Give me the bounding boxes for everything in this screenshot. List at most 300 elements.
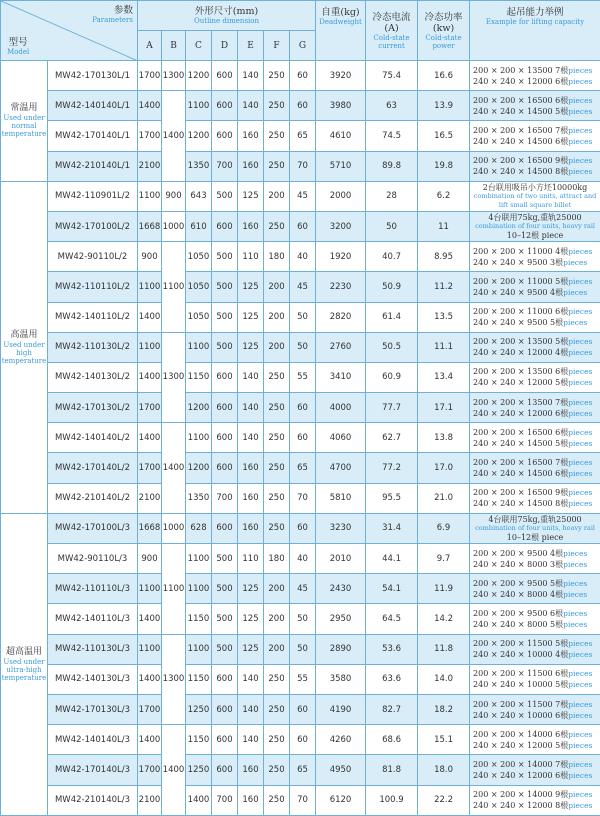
- dim-c-cell: 1200: [186, 61, 212, 91]
- pieces-label: pieces: [568, 669, 593, 679]
- example-text: 240 × 240 × 12000 4根: [473, 348, 569, 358]
- pieces-label: pieces: [568, 136, 593, 146]
- dim-d-cell: 600: [212, 453, 238, 483]
- power-cell: 11: [418, 211, 470, 241]
- example-text: 200 × 200 × 11000 4根: [473, 246, 569, 256]
- current-label-zh: 冷态电流: [372, 11, 411, 23]
- current-cell: 44.1: [366, 544, 418, 574]
- current-cell: 62.7: [366, 423, 418, 453]
- dim-g-cell: 50: [290, 332, 316, 362]
- table-row: [1, 544, 600, 574]
- example-line: [473, 95, 600, 106]
- col-g-header: G: [290, 31, 316, 61]
- lifting-example-cell: [470, 332, 600, 362]
- example-text: 200 × 200 × 16500 6根: [473, 95, 569, 105]
- group-label: [1, 513, 48, 815]
- dim-d-cell: 500: [212, 181, 238, 211]
- dim-d-cell: 500: [212, 634, 238, 664]
- pieces-label: pieces: [568, 408, 593, 418]
- dim-f-cell: 200: [264, 634, 290, 664]
- dim-d-cell: 600: [212, 91, 238, 121]
- dim-a-cell: 1400: [138, 91, 162, 121]
- power-header: [418, 1, 470, 61]
- dim-e-cell: 125: [238, 181, 264, 211]
- dim-d-cell: 700: [212, 151, 238, 181]
- note-en: combination of four units, heavy rail: [475, 523, 595, 532]
- group-label-en: Used under high temperature: [1, 340, 47, 365]
- model-cell: MW42-140140L/1: [48, 91, 138, 121]
- deadweight-cell: 4610: [316, 121, 366, 151]
- dim-a-cell: 1400: [138, 725, 162, 755]
- example-text: 240 × 240 × 14500 5根: [473, 438, 569, 448]
- pieces-label: pieces: [563, 287, 588, 297]
- example-line: [473, 729, 600, 740]
- dim-e-cell: 125: [238, 574, 264, 604]
- example-text: 200 × 200 × 13500 7根: [473, 65, 569, 75]
- dim-d-cell: 500: [212, 272, 238, 302]
- current-cell: 82.7: [366, 694, 418, 724]
- dim-d-cell: 500: [212, 332, 238, 362]
- example-text: 200 × 200 × 16500 9根: [473, 488, 569, 498]
- example-text: 240 × 240 × 8000 5根: [473, 619, 564, 629]
- current-cell: 81.8: [366, 755, 418, 785]
- current-cell: 75.4: [366, 61, 418, 91]
- lifting-example-cell: [470, 483, 600, 513]
- example-text: 240 × 240 × 10000 6根: [473, 710, 569, 720]
- dim-e-cell: 140: [238, 91, 264, 121]
- dim-g-cell: 55: [290, 664, 316, 694]
- example-text: 200 × 200 × 13500 7根: [473, 397, 569, 407]
- col-c-header: C: [186, 31, 212, 61]
- example-text: 200 × 200 × 9500 6根: [473, 608, 564, 618]
- table-row: [1, 151, 600, 181]
- table-row: [1, 634, 600, 664]
- example-line: [473, 498, 600, 509]
- power-cell: 16.5: [418, 121, 470, 151]
- group-label-en: Used under normal temperature: [1, 114, 47, 139]
- dim-g-cell: 55: [290, 362, 316, 392]
- dim-c-cell: 1250: [186, 694, 212, 724]
- lifting-example-cell: [470, 121, 600, 151]
- note-en: combination of four units, heavy rail: [475, 222, 595, 231]
- power-cell: 15.1: [418, 725, 470, 755]
- dim-g-cell: 40: [290, 242, 316, 272]
- dim-e-cell: 110: [238, 544, 264, 574]
- current-cell: 61.4: [366, 302, 418, 332]
- dim-f-cell: 250: [264, 664, 290, 694]
- example-text: 200 × 200 × 9500 5根: [473, 578, 564, 588]
- power-cell: 18.2: [418, 694, 470, 724]
- model-cell: MW42-210140L/3: [48, 785, 138, 815]
- lifting-example-cell: [470, 423, 600, 453]
- dim-d-cell: 600: [212, 121, 238, 151]
- group-label-zh: 超高温用: [5, 646, 42, 657]
- example-line: [473, 246, 600, 257]
- pieces-label: pieces: [568, 65, 593, 75]
- dim-f-cell: 180: [264, 242, 290, 272]
- dim-a-cell: 1400: [138, 664, 162, 694]
- lifting-example-cell: [470, 664, 600, 694]
- model-cell: MW42-140140L/2: [48, 423, 138, 453]
- table-row: [1, 393, 600, 423]
- dim-e-cell: 140: [238, 423, 264, 453]
- dim-e-cell: 140: [238, 61, 264, 91]
- dim-c-cell: 1050: [186, 302, 212, 332]
- dim-c-cell: 1100: [186, 332, 212, 362]
- note-en: combination of two units, attract and lift small square billet: [473, 191, 597, 209]
- dim-c-cell: 1050: [186, 242, 212, 272]
- deadweight-cell: 2010: [316, 544, 366, 574]
- dim-b-cell: 1300: [162, 61, 186, 91]
- example-line: [473, 638, 600, 649]
- model-cell: MW42-140110L/3: [48, 604, 138, 634]
- lifting-note-cell: [470, 513, 600, 543]
- dim-g-cell: 65: [290, 121, 316, 151]
- dim-d-cell: 500: [212, 242, 238, 272]
- power-cell: 11.9: [418, 574, 470, 604]
- dim-a-cell: 1100: [138, 272, 162, 302]
- dim-c-cell: 628: [186, 513, 212, 543]
- pieces-label: pieces: [568, 469, 593, 479]
- dim-f-cell: 250: [264, 91, 290, 121]
- lifting-example-cell: [470, 453, 600, 483]
- dim-g-cell: 70: [290, 483, 316, 513]
- outline-label-en: Outline dimension: [194, 17, 259, 25]
- pieces-label: pieces: [568, 167, 593, 177]
- current-cell: 77.2: [366, 453, 418, 483]
- dim-f-cell: 250: [264, 211, 290, 241]
- pieces-label: pieces: [568, 770, 593, 780]
- example-text: 240 × 240 × 14500 8根: [473, 499, 569, 509]
- example-text: 200 × 200 × 11000 6根: [473, 307, 569, 317]
- pieces-label: pieces: [568, 156, 593, 166]
- dim-a-cell: 2100: [138, 785, 162, 815]
- table-row: [1, 211, 600, 241]
- dim-g-cell: 60: [290, 725, 316, 755]
- current-cell: 31.4: [366, 513, 418, 543]
- power-cell: 9.7: [418, 544, 470, 574]
- col-b-header: B: [162, 31, 186, 61]
- group-label-en: Used under ultra-high temperature: [1, 657, 47, 682]
- example-line: [473, 740, 600, 751]
- lifting-example-cell: [470, 151, 600, 181]
- dim-g-cell: 45: [290, 272, 316, 302]
- deadweight-cell: 2820: [316, 302, 366, 332]
- lifting-note-cell: [470, 211, 600, 241]
- example-text: 200 × 200 × 9500 4根: [473, 548, 564, 558]
- pieces-label: pieces: [568, 650, 593, 660]
- dim-b-cell: 1000: [162, 211, 186, 241]
- header-corner: [1, 1, 138, 61]
- deadweight-cell: 1920: [316, 242, 366, 272]
- dim-e-cell: 160: [238, 211, 264, 241]
- example-text: 240 × 240 × 12000 5根: [473, 740, 569, 750]
- dim-f-cell: 250: [264, 453, 290, 483]
- example-text: 240 × 240 × 8000 4根: [473, 589, 564, 599]
- example-line: [473, 136, 600, 147]
- example-line: [473, 759, 600, 770]
- dim-d-cell: 600: [212, 513, 238, 543]
- power-label-en: Cold-state power: [425, 33, 462, 50]
- pieces-label: pieces: [568, 801, 593, 811]
- dim-e-cell: 125: [238, 332, 264, 362]
- dim-d-cell: 500: [212, 302, 238, 332]
- lifting-example-cell: [470, 694, 600, 724]
- example-text: 240 × 240 × 14500 6根: [473, 136, 569, 146]
- deadweight-cell: 3980: [316, 91, 366, 121]
- col-f-header: F: [264, 31, 290, 61]
- example-line: [473, 257, 600, 268]
- deadweight-label-en: Deadweight: [319, 18, 362, 26]
- table-row: [1, 453, 600, 483]
- dim-g-cell: 65: [290, 453, 316, 483]
- example-text: 200 × 200 × 11000 5根: [473, 276, 569, 286]
- power-unit: (kw): [432, 22, 455, 34]
- dim-c-cell: 1100: [186, 423, 212, 453]
- lifting-example-cell: [470, 785, 600, 815]
- dim-b-cell: 900: [162, 181, 186, 211]
- table-row: [1, 483, 600, 513]
- example-text: 200 × 200 × 14000 7根: [473, 759, 569, 769]
- pieces-label: pieces: [568, 710, 593, 720]
- current-cell: 50.5: [366, 332, 418, 362]
- table-row: [1, 574, 600, 604]
- dim-e-cell: 110: [238, 242, 264, 272]
- current-cell: 68.6: [366, 725, 418, 755]
- dim-e-cell: 160: [238, 453, 264, 483]
- example-line: [473, 377, 600, 388]
- dim-b-cell: 1400: [162, 725, 186, 816]
- dim-d-cell: 600: [212, 393, 238, 423]
- dim-d-cell: 500: [212, 604, 238, 634]
- example-line: [473, 106, 600, 117]
- lifting-note-cell: [470, 181, 600, 211]
- dim-e-cell: 160: [238, 755, 264, 785]
- note-zh-2: 10–12根 piece: [506, 231, 564, 241]
- current-cell: 89.8: [366, 151, 418, 181]
- dim-f-cell: 250: [264, 694, 290, 724]
- example-line: [473, 619, 600, 630]
- lifting-example-cell: [470, 302, 600, 332]
- example-line: [473, 608, 600, 619]
- example-line: [473, 668, 600, 679]
- table-row: [1, 664, 600, 694]
- dim-g-cell: 50: [290, 604, 316, 634]
- lifting-example-cell: [470, 242, 600, 272]
- pieces-label: pieces: [568, 729, 593, 739]
- dim-f-cell: 200: [264, 272, 290, 302]
- lifting-example-cell: [470, 634, 600, 664]
- example-line: [473, 306, 600, 317]
- table-row: [1, 362, 600, 392]
- example-text: 200 × 200 × 14000 6根: [473, 729, 569, 739]
- note-zh: 4台联用75kg,重轨25000: [488, 514, 582, 524]
- pieces-label: pieces: [568, 246, 593, 256]
- model-cell: MW42-140130L/2: [48, 362, 138, 392]
- example-text: 200 × 200 × 13500 5根: [473, 337, 569, 347]
- dim-a-cell: 1700: [138, 121, 162, 151]
- example-line: [473, 76, 600, 87]
- example-text: 240 × 240 × 9500 4根: [473, 287, 564, 297]
- pieces-label: pieces: [568, 397, 593, 407]
- dim-c-cell: 643: [186, 181, 212, 211]
- example-line: [473, 65, 600, 76]
- col-a-header: A: [138, 31, 162, 61]
- pieces-label: pieces: [568, 499, 593, 509]
- dim-d-cell: 700: [212, 785, 238, 815]
- example-line: [473, 166, 600, 177]
- current-cell: 50: [366, 211, 418, 241]
- example-line: [473, 589, 600, 600]
- example-text: 240 × 240 × 10000 5根: [473, 680, 569, 690]
- dim-b-cell: 1100: [162, 242, 186, 333]
- dim-b-cell: 1400: [162, 423, 186, 514]
- example-line: [473, 710, 600, 721]
- dim-c-cell: 1150: [186, 362, 212, 392]
- dim-a-cell: 1668: [138, 211, 162, 241]
- example-line: [473, 438, 600, 449]
- dim-b-cell: 1300: [162, 634, 186, 725]
- dim-e-cell: 125: [238, 302, 264, 332]
- example-line: [473, 317, 600, 328]
- deadweight-cell: 6120: [316, 785, 366, 815]
- dim-g-cell: 60: [290, 91, 316, 121]
- dim-f-cell: 200: [264, 181, 290, 211]
- example-line: [473, 408, 600, 419]
- pieces-label: pieces: [563, 589, 588, 599]
- dim-e-cell: 160: [238, 785, 264, 815]
- dim-c-cell: 1250: [186, 755, 212, 785]
- example-text: 200 × 200 × 16500 9根: [473, 156, 569, 166]
- power-cell: 6.9: [418, 513, 470, 543]
- dim-a-cell: 1400: [138, 362, 162, 392]
- dim-f-cell: 200: [264, 302, 290, 332]
- dim-a-cell: 1100: [138, 181, 162, 211]
- dim-f-cell: 250: [264, 121, 290, 151]
- dim-c-cell: 1200: [186, 453, 212, 483]
- dim-c-cell: 1150: [186, 604, 212, 634]
- power-cell: 6.2: [418, 181, 470, 211]
- power-cell: 18.0: [418, 755, 470, 785]
- dim-c-cell: 1100: [186, 91, 212, 121]
- deadweight-label-zh: 自重(kg): [321, 7, 360, 18]
- dim-a-cell: 1400: [138, 302, 162, 332]
- example-line: [473, 347, 600, 358]
- group-label-zh: 常温用: [10, 103, 38, 114]
- example-line: [473, 468, 600, 479]
- example-line: [473, 649, 600, 660]
- power-cell: 14.0: [418, 664, 470, 694]
- pieces-label: pieces: [568, 378, 593, 388]
- group-label: [1, 181, 48, 513]
- table-row: [1, 725, 600, 755]
- table-row: [1, 302, 600, 332]
- model-cell: MW42-170100L/2: [48, 211, 138, 241]
- dim-f-cell: 200: [264, 604, 290, 634]
- dim-c-cell: 1050: [186, 272, 212, 302]
- dim-f-cell: 250: [264, 725, 290, 755]
- dim-g-cell: 70: [290, 151, 316, 181]
- pieces-label: pieces: [568, 488, 593, 498]
- current-cell: 100.9: [366, 785, 418, 815]
- dim-g-cell: 70: [290, 785, 316, 815]
- lifting-example-cell: [470, 393, 600, 423]
- current-cell: 63: [366, 91, 418, 121]
- dim-b-cell: 1000: [162, 513, 186, 543]
- dim-g-cell: 60: [290, 211, 316, 241]
- dim-b-cell: 1100: [162, 544, 186, 635]
- pieces-label: pieces: [568, 95, 593, 105]
- dim-a-cell: 1100: [138, 574, 162, 604]
- pieces-label: pieces: [563, 559, 588, 569]
- example-text: 240 × 240 × 12000 8根: [473, 801, 569, 811]
- table-row: [1, 242, 600, 272]
- power-cell: 13.9: [418, 91, 470, 121]
- example-line: [473, 125, 600, 136]
- dim-d-cell: 700: [212, 483, 238, 513]
- example-line: [473, 366, 600, 377]
- pieces-label: pieces: [563, 548, 588, 558]
- example-text: 200 × 200 × 11500 5根: [473, 639, 569, 649]
- lifting-example-cell: [470, 574, 600, 604]
- dim-c-cell: 1100: [186, 634, 212, 664]
- deadweight-cell: 4700: [316, 453, 366, 483]
- deadweight-cell: 4950: [316, 755, 366, 785]
- power-cell: 22.2: [418, 785, 470, 815]
- dim-b-cell: 1400: [162, 91, 186, 182]
- dim-c-cell: 1200: [186, 393, 212, 423]
- table-row: [1, 272, 600, 302]
- pieces-label: pieces: [568, 790, 593, 800]
- dim-f-cell: 250: [264, 362, 290, 392]
- dim-d-cell: 600: [212, 423, 238, 453]
- pieces-label: pieces: [568, 367, 593, 377]
- model-cell: MW42-140130L/3: [48, 664, 138, 694]
- dim-a-cell: 1400: [138, 423, 162, 453]
- dim-g-cell: 60: [290, 513, 316, 543]
- table-row: [1, 91, 600, 121]
- deadweight-cell: 3580: [316, 664, 366, 694]
- model-cell: MW42-170100L/3: [48, 513, 138, 543]
- example-line: [473, 679, 600, 690]
- dim-f-cell: 250: [264, 483, 290, 513]
- example-text: 240 × 240 × 12000 5根: [473, 378, 569, 388]
- current-cell: 60.9: [366, 362, 418, 392]
- pieces-label: pieces: [563, 619, 588, 629]
- pieces-label: pieces: [568, 307, 593, 317]
- current-label-en: Cold-state current: [373, 33, 410, 50]
- deadweight-cell: 4060: [316, 423, 366, 453]
- model-cell: MW42-110130L/2: [48, 332, 138, 362]
- dim-a-cell: 900: [138, 242, 162, 272]
- power-cell: 13.4: [418, 362, 470, 392]
- pieces-label: pieces: [568, 348, 593, 358]
- parameters-label-zh: 参数: [113, 5, 133, 16]
- dim-c-cell: 610: [186, 211, 212, 241]
- lifting-example-cell: [470, 725, 600, 755]
- deadweight-cell: 3920: [316, 61, 366, 91]
- dim-c-cell: 1100: [186, 574, 212, 604]
- dim-a-cell: 900: [138, 544, 162, 574]
- model-cell: MW42-210140L/2: [48, 483, 138, 513]
- dim-g-cell: 45: [290, 574, 316, 604]
- deadweight-cell: 2760: [316, 332, 366, 362]
- dim-e-cell: 160: [238, 513, 264, 543]
- example-text: 200 × 200 × 13500 6根: [473, 367, 569, 377]
- dim-f-cell: 250: [264, 513, 290, 543]
- dim-d-cell: 600: [212, 211, 238, 241]
- example-line: [473, 457, 600, 468]
